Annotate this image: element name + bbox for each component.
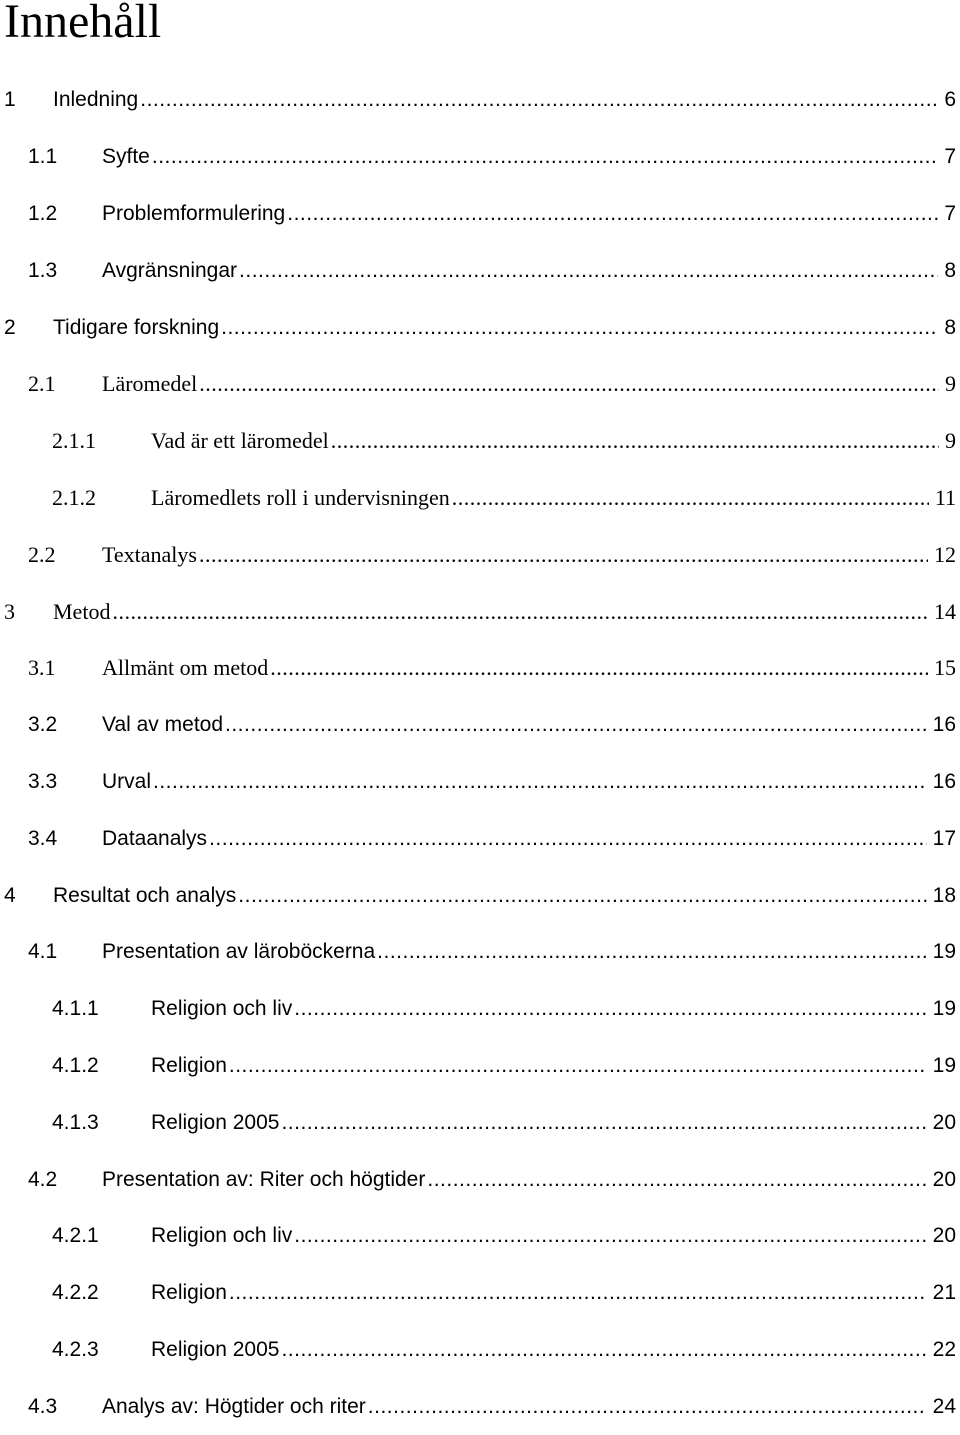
toc-dot-leader	[221, 316, 938, 340]
toc-entry-number: 4.2	[28, 1167, 58, 1191]
toc-dot-leader	[229, 1054, 927, 1078]
toc-entry-title: Syfte	[102, 145, 150, 169]
toc-dot-leader	[229, 1281, 927, 1305]
toc-entry-page-number: 19	[932, 940, 956, 964]
toc-entry[interactable]	[0, 867, 960, 924]
toc-entry-number: 3.1	[28, 655, 56, 681]
toc-dot-leader	[427, 1168, 926, 1192]
toc-dot-leader	[140, 88, 938, 112]
toc-entry-page-number: 20	[932, 1167, 956, 1191]
toc-entry-page-number: 12	[934, 541, 956, 567]
toc-entry-number: 4.1	[28, 940, 58, 964]
toc-entry-title: Dataanalys	[102, 826, 208, 850]
toc-entry-title: Problemformulering	[102, 201, 286, 225]
toc-entry[interactable]	[0, 640, 960, 697]
toc-entry-page-number: 21	[932, 1281, 956, 1305]
toc-entry[interactable]	[0, 413, 960, 470]
toc-entry-title: Textanalys	[102, 541, 197, 567]
toc-entry-page-number: 19	[932, 1053, 956, 1077]
toc-entry-title: Presentation av: Riter och högtider	[102, 1167, 426, 1191]
toc-entry[interactable]	[0, 186, 960, 243]
toc-entry-title: Metod	[53, 598, 111, 624]
toc-entry[interactable]	[0, 72, 960, 129]
toc-entry-number: 4.2.3	[52, 1337, 99, 1361]
toc-entry[interactable]	[0, 810, 960, 867]
toc-dot-leader	[281, 1111, 926, 1135]
toc-dot-leader	[294, 997, 926, 1021]
toc-dot-leader	[152, 145, 938, 169]
toc-entry-number: 4.3	[28, 1394, 58, 1418]
table-of-contents	[0, 72, 960, 1435]
toc-entry-title: Religion	[151, 1053, 227, 1077]
toc-entry[interactable]	[0, 981, 960, 1038]
toc-entry-title: Religion 2005	[151, 1337, 280, 1361]
toc-entry-title: Allmänt om metod	[102, 655, 269, 681]
toc-entry-page-number: 8	[944, 258, 956, 282]
toc-entry[interactable]	[0, 1151, 960, 1208]
toc-entry[interactable]	[0, 1265, 960, 1322]
toc-entry[interactable]	[0, 129, 960, 186]
toc-entry-number: 3.2	[28, 713, 58, 737]
toc-entry[interactable]	[0, 242, 960, 299]
toc-dot-leader	[368, 1395, 927, 1419]
toc-entry-title: Tidigare forskning	[53, 315, 220, 339]
toc-entry[interactable]	[0, 1094, 960, 1151]
toc-entry-number: 4.2.1	[52, 1224, 99, 1248]
toc-entry-page-number: 16	[932, 713, 956, 737]
toc-entry-number: 2.1.1	[52, 428, 96, 454]
toc-entry-number: 2.1.2	[52, 484, 96, 510]
toc-dot-leader	[452, 485, 929, 511]
toc-entry-title: Religion och liv	[151, 1224, 293, 1248]
toc-dot-leader	[199, 371, 939, 397]
toc-entry-page-number: 20	[932, 1110, 956, 1134]
toc-entry-number: 2.1	[28, 371, 56, 397]
toc-entry-page-number: 15	[934, 655, 956, 681]
toc-entry-page-number: 14	[934, 598, 956, 624]
toc-entry-title: Val av metod	[102, 713, 224, 737]
toc-dot-leader	[377, 940, 926, 964]
toc-dot-leader	[225, 713, 927, 737]
toc-entry-page-number: 24	[932, 1394, 956, 1418]
toc-entry-title: Inledning	[53, 88, 139, 112]
toc-entry-page-number: 8	[944, 315, 956, 339]
toc-entry-number: 4	[4, 883, 16, 907]
toc-entry[interactable]	[0, 526, 960, 583]
toc-entry-page-number: 20	[932, 1224, 956, 1248]
toc-dot-leader	[112, 599, 928, 625]
toc-dot-leader	[270, 655, 928, 681]
toc-entry-number: 4.2.2	[52, 1281, 99, 1305]
toc-entry[interactable]	[0, 1322, 960, 1379]
toc-entry-number: 1.2	[28, 201, 58, 225]
toc-entry-number: 4.1.2	[52, 1053, 99, 1077]
toc-dot-leader	[238, 884, 926, 908]
toc-entry-number: 2.2	[28, 541, 56, 567]
toc-entry-page-number: 7	[944, 145, 956, 169]
toc-entry[interactable]	[0, 299, 960, 356]
toc-entry-number: 4.1.3	[52, 1110, 99, 1134]
toc-entry-number: 1.1	[28, 145, 58, 169]
toc-entry-page-number: 17	[932, 826, 956, 850]
toc-entry-number: 3.4	[28, 826, 58, 850]
toc-entry-title: Resultat och analys	[53, 883, 237, 907]
toc-entry-title: Religion 2005	[151, 1110, 280, 1134]
toc-dot-leader	[331, 428, 939, 454]
toc-entry[interactable]	[0, 924, 960, 981]
toc-entry[interactable]	[0, 1038, 960, 1095]
toc-entry-page-number: 9	[945, 371, 956, 397]
toc-entry[interactable]	[0, 754, 960, 811]
toc-entry-title: Läromedel	[102, 371, 198, 397]
toc-entry-title: Läromedlets roll i undervisningen	[151, 484, 450, 510]
toc-dot-leader	[209, 827, 927, 851]
toc-entry-page-number: 9	[945, 428, 956, 454]
toc-entry-number: 3.3	[28, 769, 58, 793]
toc-entry[interactable]	[0, 470, 960, 527]
toc-entry-page-number: 16	[932, 769, 956, 793]
toc-entry-title: Analys av: Högtider och riter	[102, 1394, 366, 1418]
toc-entry-page-number: 18	[932, 883, 956, 907]
toc-entry[interactable]	[0, 697, 960, 754]
toc-dot-leader	[281, 1338, 926, 1362]
toc-entry-number: 2	[4, 315, 16, 339]
toc-entry-title: Presentation av läroböckerna	[102, 940, 376, 964]
toc-entry[interactable]	[0, 356, 960, 413]
toc-entry-title: Vad är ett läromedel	[151, 428, 329, 454]
toc-entry-page-number: 22	[932, 1337, 956, 1361]
toc-entry-title: Religion och liv	[151, 997, 293, 1021]
toc-dot-leader	[153, 770, 927, 794]
toc-entry-title: Religion	[151, 1281, 227, 1305]
page-title: Innehåll	[4, 0, 162, 48]
toc-entry-title: Urval	[102, 769, 152, 793]
toc-entry-page-number: 19	[932, 997, 956, 1021]
toc-entry-page-number: 11	[934, 484, 956, 510]
toc-entry-number: 4.1.1	[52, 997, 99, 1021]
toc-dot-leader	[294, 1224, 926, 1248]
toc-entry[interactable]	[0, 1208, 960, 1265]
toc-entry[interactable]	[0, 1378, 960, 1435]
toc-entry-number: 3	[4, 598, 15, 624]
toc-entry-number: 1	[4, 88, 16, 112]
toc-entry-page-number: 7	[944, 201, 956, 225]
toc-entry[interactable]	[0, 583, 960, 640]
toc-entry-number: 1.3	[28, 258, 58, 282]
toc-entry-title: Avgränsningar	[102, 258, 238, 282]
toc-dot-leader	[287, 202, 938, 226]
toc-entry-page-number: 6	[944, 88, 956, 112]
toc-dot-leader	[239, 259, 938, 283]
toc-dot-leader	[199, 542, 928, 568]
